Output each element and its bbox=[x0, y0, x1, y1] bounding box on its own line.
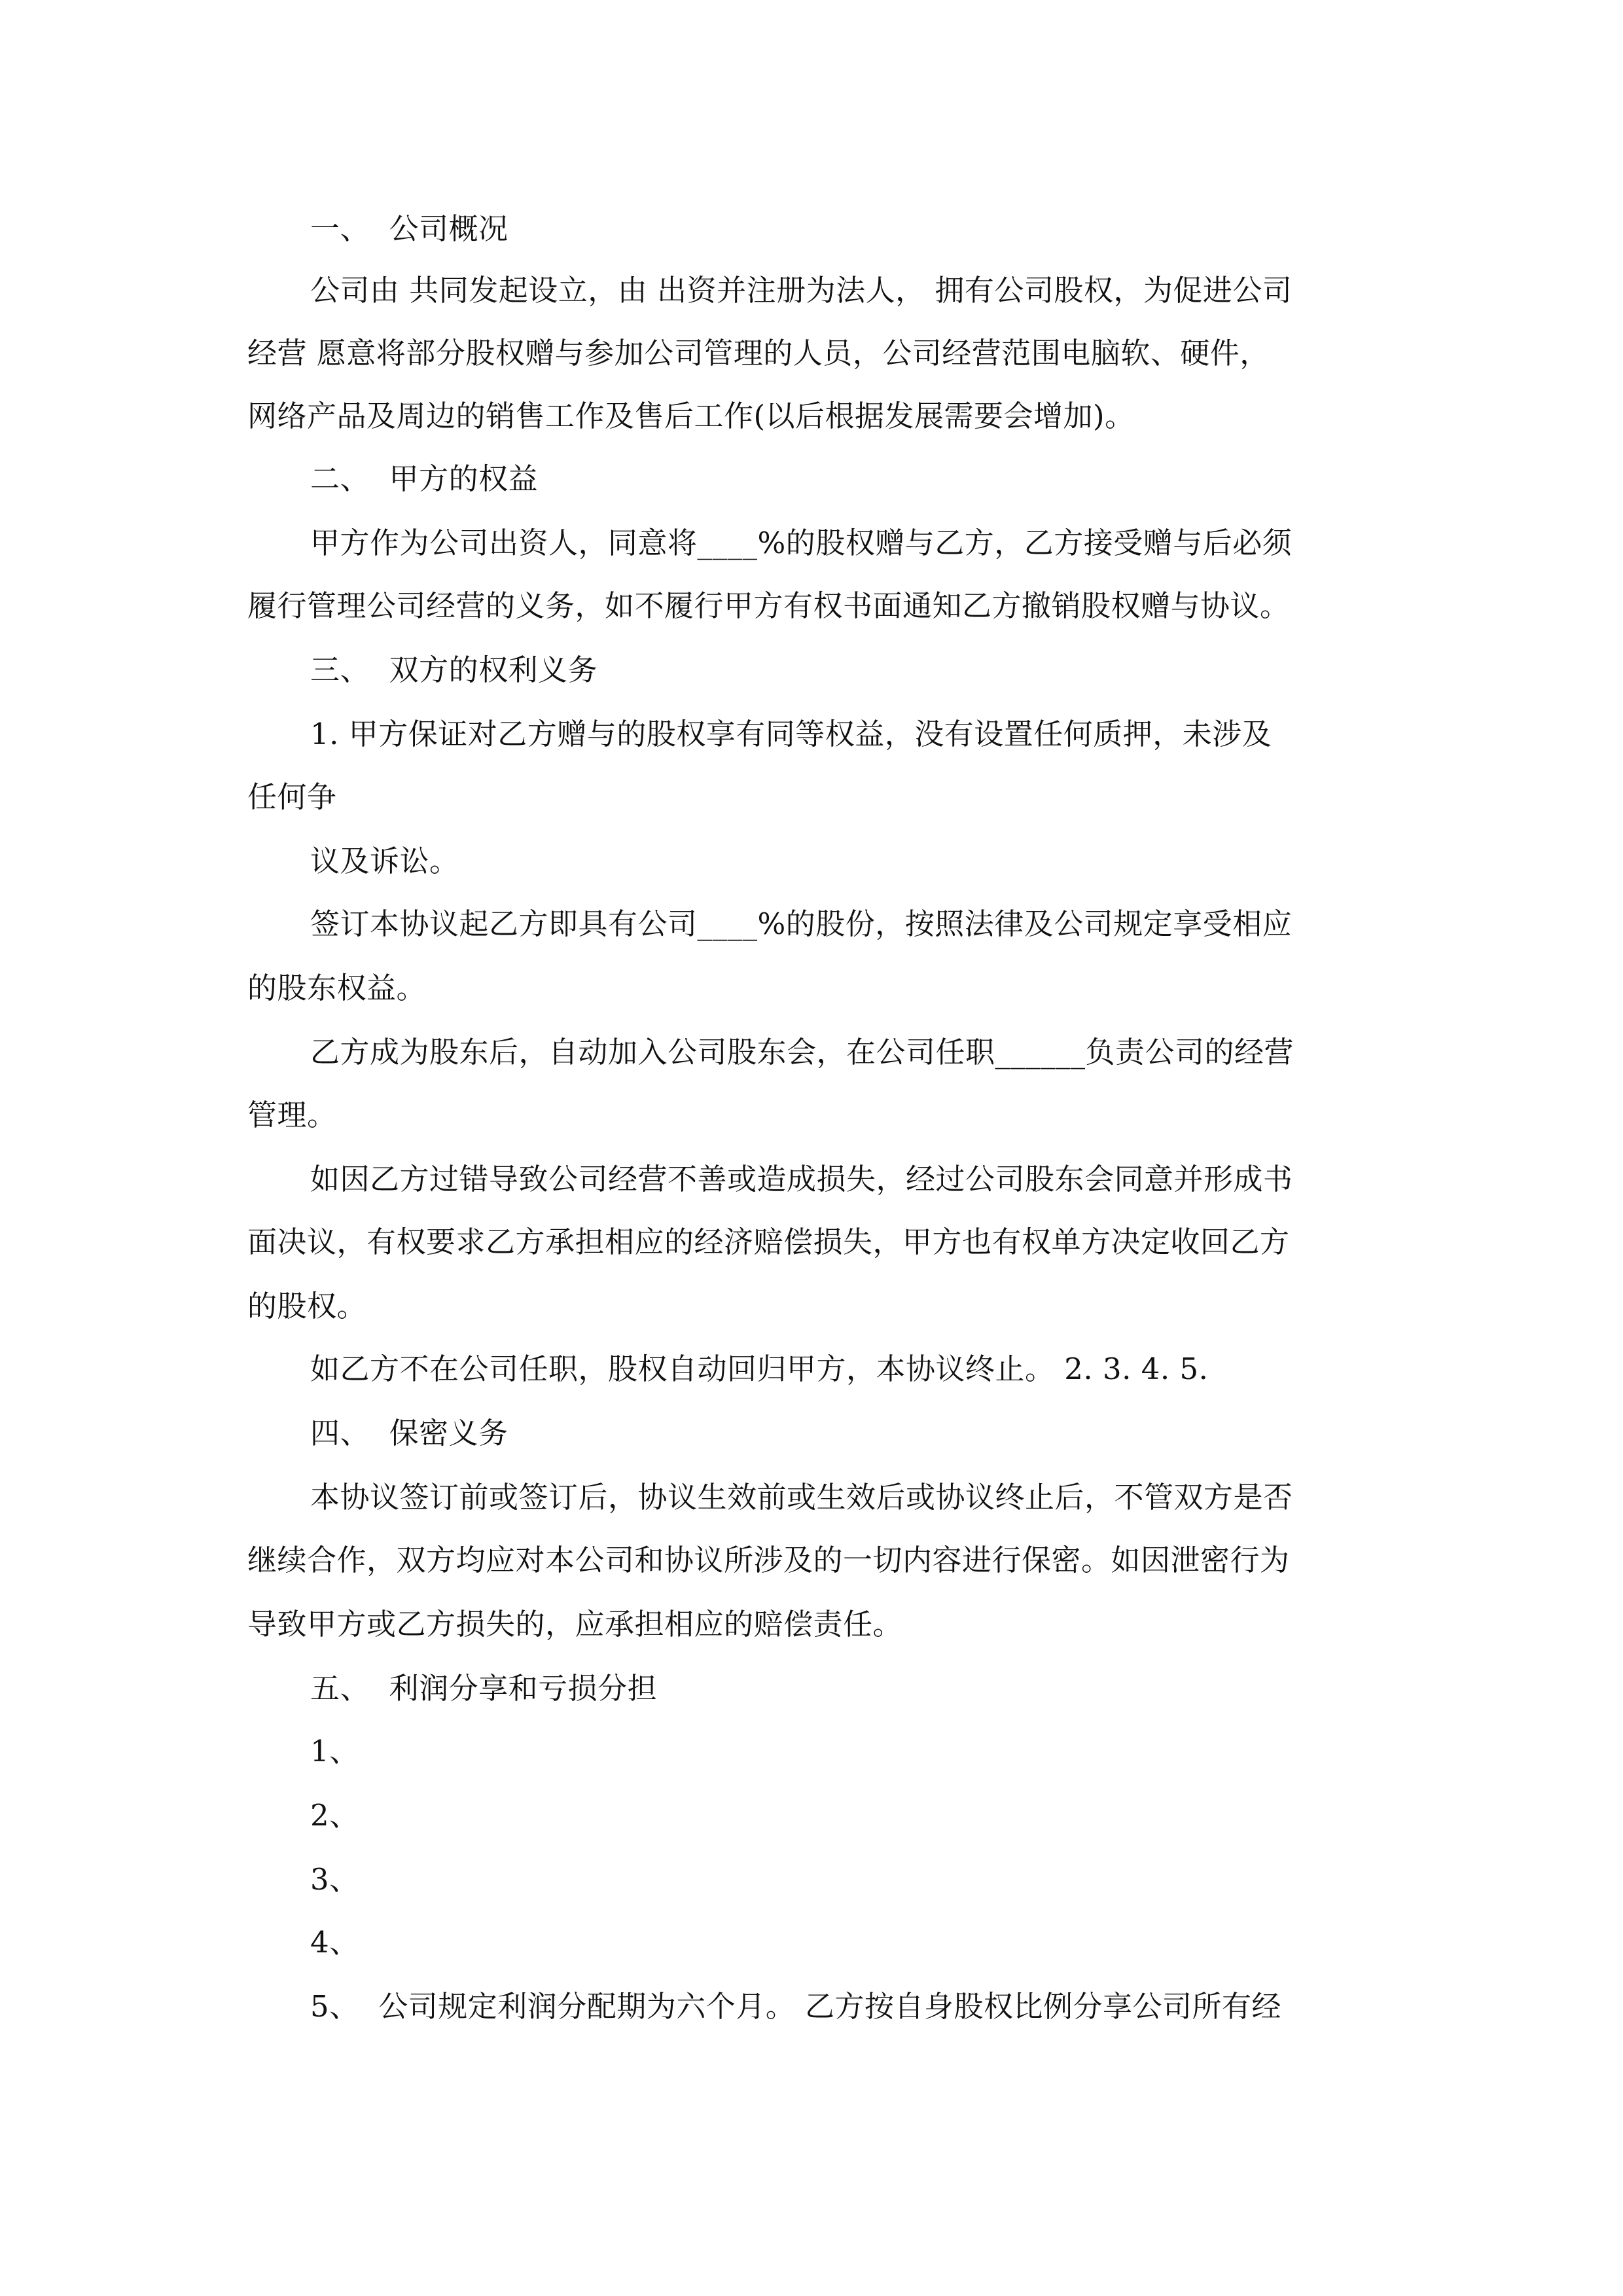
paragraph-line: 面决议，有权要求乙方承担相应的经济赔偿损失，甲方也有权单方决定收回乙方 bbox=[247, 1225, 1290, 1259]
paragraph-line: 的股东权益。 bbox=[247, 971, 427, 1005]
list-item: 4、 bbox=[310, 1925, 359, 1960]
paragraph-line: 如乙方不在公司任职，股权自动回归甲方，本协议终止。 2. 3. 4. 5. bbox=[310, 1352, 1209, 1386]
paragraph-line: 导致甲方或乙方损失的，应承担相应的赔偿责任。 bbox=[247, 1607, 903, 1641]
section-heading-2: 二、 甲方的权益 bbox=[310, 461, 539, 496]
section-heading-3: 三、 双方的权利义务 bbox=[310, 653, 598, 687]
paragraph-line: 任何争 bbox=[247, 780, 337, 814]
paragraph-line: 经营 愿意将部分股权赠与参加公司管理的人员，公司经营范围电脑软、硬件， bbox=[247, 336, 1270, 370]
paragraph-line: 管理。 bbox=[247, 1098, 337, 1132]
paragraph-line: 公司由 共同发起设立，由 出资并注册为法人， 拥有公司股权，为促进公司 bbox=[310, 273, 1293, 308]
paragraph-line: 甲方作为公司出资人，同意将____%的股权赠与乙方，乙方接受赠与后必须 bbox=[310, 526, 1293, 560]
paragraph-line: 议及诉讼。 bbox=[310, 844, 459, 878]
paragraph-line: 乙方成为股东后，自动加入公司股东会，在公司任职______负责公司的经营 bbox=[310, 1035, 1294, 1069]
list-item: 5、 公司规定利润分配期为六个月。 乙方按自身股权比例分享公司所有经 bbox=[310, 1989, 1282, 2024]
paragraph-line: 如因乙方过错导致公司经营不善或造成损失，经过公司股东会同意并形成书 bbox=[310, 1162, 1293, 1196]
paragraph-line: 的股权。 bbox=[247, 1289, 367, 1323]
section-heading-5: 五、 利润分享和亏损分担 bbox=[310, 1671, 658, 1706]
list-item: 1、 bbox=[310, 1734, 359, 1768]
paragraph-line: 履行管理公司经营的义务，如不履行甲方有权书面通知乙方撤销股权赠与协议。 bbox=[247, 588, 1290, 623]
list-item: 2、 bbox=[310, 1798, 359, 1833]
section-heading-4: 四、 保密义务 bbox=[310, 1416, 508, 1450]
paragraph-line: 1. 甲方保证对乙方赠与的股权享有同等权益，没有设置任何质押，未涉及 bbox=[310, 717, 1272, 751]
paragraph-line: 本协议签订前或签订后，协议生效前或生效后或协议终止后，不管双方是否 bbox=[310, 1480, 1293, 1515]
paragraph-line: 网络产品及周边的销售工作及售后工作(以后根据发展需要会增加)。 bbox=[247, 399, 1135, 433]
section-heading-1: 一、 公司概况 bbox=[310, 211, 508, 246]
list-item: 3、 bbox=[310, 1862, 359, 1897]
paragraph-line: 继续合作，双方均应对本公司和协议所涉及的一切内容进行保密。如因泄密行为 bbox=[247, 1543, 1290, 1577]
paragraph-line: 签订本协议起乙方即具有公司____%的股份，按照法律及公司规定享受相应 bbox=[310, 906, 1293, 941]
